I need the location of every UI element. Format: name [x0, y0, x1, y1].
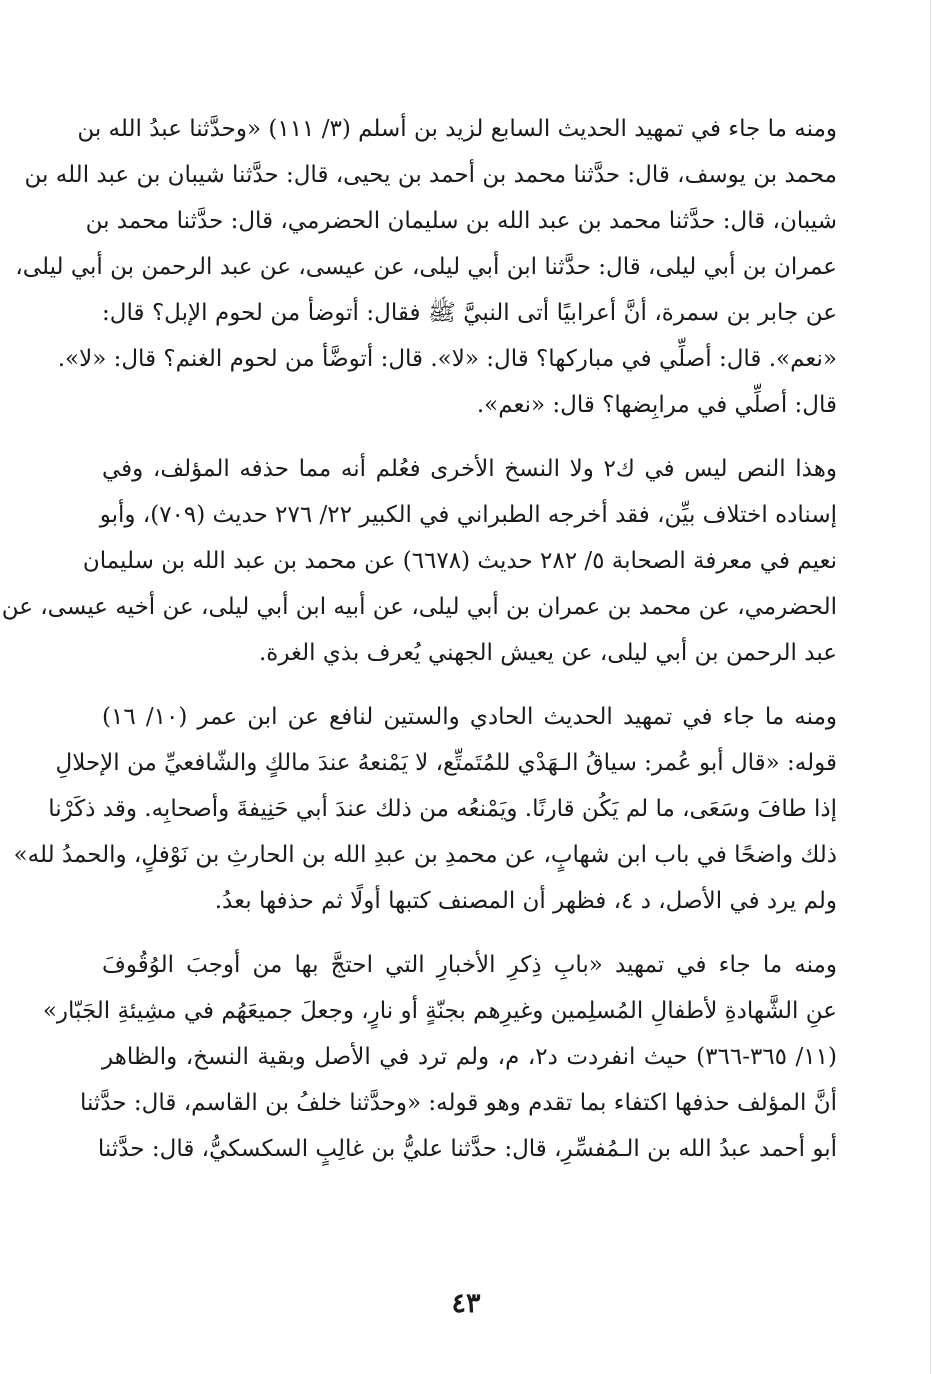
text-line: أبو أحمد عبدُ الله بن الـمُفسِّرِ، قال: حدَّثنا عليُّ بن غالِبٍ السكسكيُّ، قال: حدَّثنا [97, 1136, 837, 1162]
text-line: إسناده اختلاف بيِّن، فقد أخرجه الطبراني في الكبير ٢٢/ ٢٧٦ حديث (٧٠٩)، وأبو [99, 502, 837, 528]
text-line: أنَّ المؤلف حذفها اكتفاء بما تقدم وهو قوله: «وحدَّثنا خلفُ بن القاسم، قال: حدَّثنا [79, 1090, 837, 1116]
text-line: ومنه ما جاء في تمهيد الحديث السابع لزيد بن أسلم (٣/ ١١١) «وحدَّثنا عبدُ الله بن [77, 116, 837, 142]
text-line: ومنه ما جاء في تمهيد «بابِ ذِكرِ الأخبارِ التي احتجَّ بها من أوجبَ الوُقُوفَ [102, 952, 837, 978]
text-line: قال: أصلِّي في مرابِضها؟ قال: «نعم». [476, 392, 837, 418]
text-line: شيبان، قال: حدَّثنا محمد بن عبد الله بن سليمان الحضرمي، قال: حدَّثنا محمد بن [85, 208, 837, 234]
text-line: ذلك واضحًا في باب ابن شهابٍ، عن محمدِ بن عبدِ الله بن الحارثِ بن نَوْفلٍ، والحمدُ لله» [13, 842, 837, 868]
text-line: نعيم في معرفة الصحابة ٥/ ٢٨٢ حديث (٦٦٧٨) عن محمد بن عبد الله بن سليمان [82, 548, 837, 574]
text-line: عن جابر بن سمرة، أنَّ أعرابيًا أتى النبيَّ ﷺ فقال: أتوضأ من لحوم الإبل؟ قال: [102, 300, 837, 326]
page-body [1, 106, 838, 1190]
text-line: «نعم». قال: أصلِّي في مباركها؟ قال: «لا». قال: أتوضَّأ من لحوم الغنم؟ قال: «لا». [57, 346, 837, 372]
page-number: ٤٣ [451, 1288, 481, 1319]
paragraph-4 [42, 942, 837, 1172]
text-line: وهذا النص ليس في ك٢ ولا النسخ الأخرى فعُلم أنه مما حذفه المؤلف، وفي [102, 456, 837, 482]
text-line: الحضرمي، عن محمد بن عمران بن أبي ليلى، عن أبيه ابن أبي ليلى، عن أخيه عيسى، عن [1, 594, 837, 620]
paragraph-2 [1, 446, 837, 676]
text-line: إذا طافَ وسَعَى، ما لم يَكُن قارنًا. ويَمْنعُه من ذلك عندَ أبي حَنِيفةَ وأصحابِه. وقد ذكَرْنا [48, 796, 837, 822]
text-line: ولم يرد في الأصل، د ٤، فظهر أن المصنف كتبها أولًا ثم حذفها بعدُ. [214, 888, 837, 914]
page-edge-divider [930, 0, 931, 1374]
text-line: عبد الرحمن بن أبي ليلى، عن يعيش الجهني يُعرف بذي الغرة. [259, 640, 837, 666]
text-line: عنِ الشَّهادةِ لأطفالِ المُسلِمين وغيرِهم بجنّةٍ أو نارٍ، وجعلَ جميعَهُم في مشِيئةِ الجَبّار» [42, 998, 837, 1024]
text-line: محمد بن يوسف، قال: حدَّثنا محمد بن أحمد بن يحيى، قال: حدَّثنا شيبان بن عبد الله بن [24, 162, 837, 188]
text-line: (١١/ ٣٦٥-٣٦٦) حيث انفردت د٢، م، ولم ترد في الأصل وبقية النسخ، والظاهر [102, 1044, 837, 1070]
text-line: قوله: «قال أبو عُمر: سياقُ الـهَدْي للمُتَمتِّع، لا يَمْنعهُ عندَ مالكٍ والشّافعيِّ من الإحلالِ [55, 750, 837, 776]
paragraph-3 [13, 694, 838, 924]
text-line: عمران بن أبي ليلى، قال: حدَّثنا ابن أبي ليلى، عن عيسى، عن عبد الرحمن بن أبي ليلى، [15, 254, 837, 280]
paragraph-1 [15, 106, 837, 428]
text-line: ومنه ما جاء في تمهيد الحديث الحادي والستين لنافع عن ابن عمر (١٠/ ١٦) [102, 704, 838, 730]
